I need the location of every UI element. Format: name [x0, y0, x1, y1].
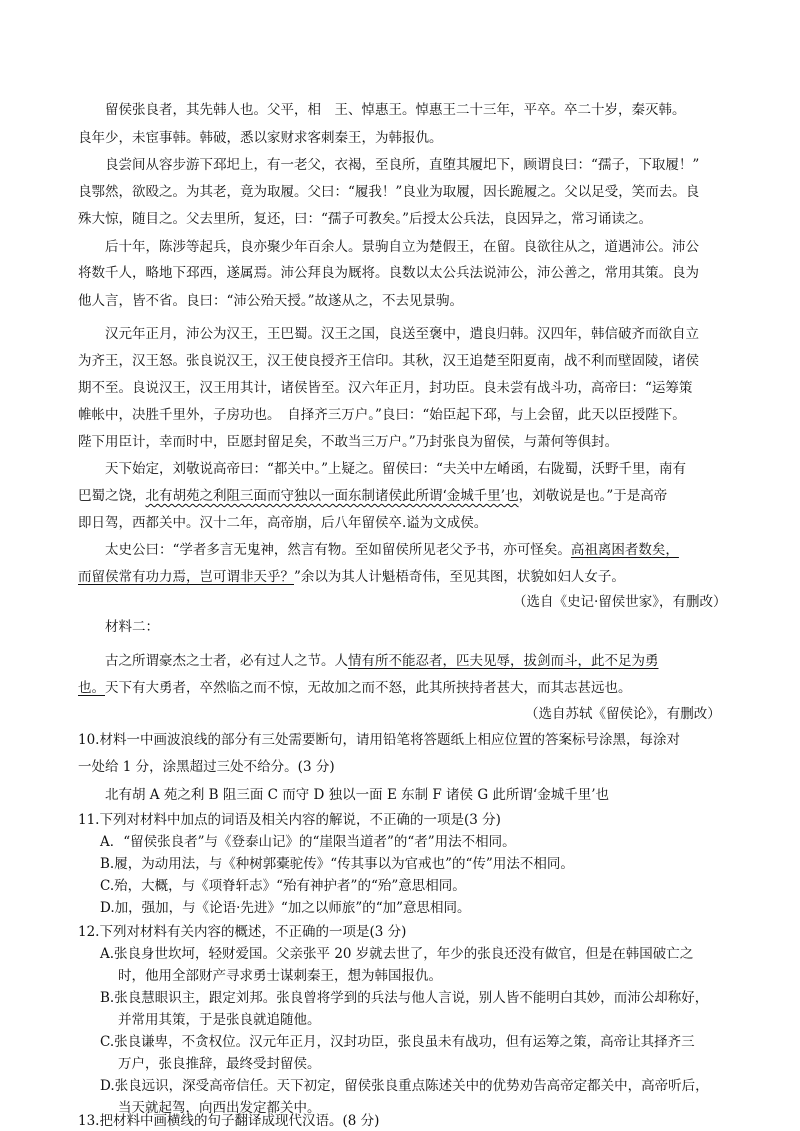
text-span: 太史公曰：“学者多言无鬼神，然言有物。至如留侯所见老父予书，亦可怪矣。: [105, 542, 571, 558]
text-span: 古之所谓豪杰之士者，必有过人之节。人: [105, 653, 348, 669]
option-a: A．“留侯张良者”与《登泰山记》的“崖限当道者”的“者”用法不相同。: [100, 834, 516, 850]
text-line: 为齐王，汉王怒。张良说汉王，汉王使良授齐王信印。其秋，汉王追楚至阳夏南，战不利而壁固陵，诸侯: [78, 353, 699, 369]
text-line: 留侯张良者，其先韩人也。父平，相 王、悼惠王。悼惠王二十三年，平卒。卒二十岁，秦灭韩。: [105, 102, 686, 118]
text-line: [105, 651, 659, 671]
text-line: 良鄂然，欲殴之。为其老，竟为取履。父曰：“履我！”良业为取履，因长跪履之。父以足受，笑而去。良: [78, 184, 700, 200]
option-b: B.张良慧眼识主，跟定刘邦。张良曾将学到的兵法与他人言说，别人皆不能明白其妙，而沛公却称好，: [100, 990, 709, 1006]
source-citation: （选自《史记·留侯世家》，有删改）: [513, 594, 727, 610]
question-stem: 一处给 1 分，涂黑超过三处不给分。(3 分): [78, 759, 335, 775]
option-b: B.履，为动用法，与《种树郭橐驼传》“传其事以为官戒也”的“传”用法不相同。: [100, 856, 574, 872]
text-line: 后十年，陈涉等起兵，良亦聚少年百余人。景驹自立为楚假王，在留。良欲往从之，道遇沛公。沛公: [105, 239, 699, 255]
option-c: C.殆，大概，与《项脊轩志》“殆有神护者”的“殆”意思相同。: [100, 878, 466, 894]
option-c: C.张良谦卑，不贪权位。汉元年正月，汉封功臣，张良虽未有战功，但有运筹之策，高帝让其择齐三: [100, 1034, 695, 1050]
text-line: 殊大惊，随目之。父去里所，复还，曰：“孺子可教矣。”后授太公兵法，良因异之，常习诵读之。: [78, 211, 653, 227]
text-line: 即日驾，西都关中。汉十二年，高帝崩，后八年留侯卒.谥为文成侯。: [78, 515, 488, 531]
text-line: 陛下用臣计，幸而时中，臣愿封留足矣，不敢当三万户。”乃封张良为留侯，与萧何等俱封。: [78, 434, 619, 450]
text-line: 天下始定，刘敬说高帝曰：“都关中。”上疑之。留侯曰：“夫关中左崤函，右陇蜀，沃野千里，南有: [105, 461, 686, 477]
option-a-cont: 时，他用全部财产寻求勇士谋刺秦王，想为韩国报仇。: [118, 968, 442, 984]
question-stem: 10.材料一中画波浪线的部分有三处需要断句，请用铅笔将答题纸上相应位置的答案标号涂黑，每涂对: [78, 732, 680, 748]
question-stem: 11.下列对材料中加点的词语及相关内容的解说，不正确的一项是(3 分): [78, 812, 501, 828]
text-span: ，刘敬说是也。”于是高帝: [518, 488, 668, 504]
section-heading: 材料二：: [105, 619, 159, 635]
text-span: 天下有大勇者，卒然临之而不惊，无故加之而不怒，此其所挟持者甚大，而其志甚远也。: [105, 680, 632, 696]
option-d: D.张良远识，深受高帝信任。天下初定，留侯张良重点陈述关中的优势劝告高帝定都关中，高帝听后，: [100, 1078, 709, 1094]
text-line: [78, 486, 667, 506]
underlined-sentence: 而留侯常有功力焉，岂可谓非天乎？: [78, 569, 294, 585]
underlined-sentence: 也。: [78, 680, 105, 696]
text-line: 期不至。良说汉王，汉王用其计，诸侯皆至。汉六年正月，封功臣。良未尝有战斗功，高帝曰：“运筹策: [78, 380, 693, 396]
text-line: 良年少，未宦事韩。韩破，悉以家财求客刺秦王，为韩报仇。: [78, 130, 443, 146]
text-span: ”余以为其人计魁梧奇伟，至见其图，状貌如妇人女子。: [294, 569, 625, 585]
text-span: 巴蜀之饶，: [78, 488, 146, 504]
underlined-sentence: 情有所不能忍者，匹夫见辱，拔剑而斗，此不足为勇: [348, 653, 659, 669]
text-line: [78, 678, 632, 698]
option-a: A.张良身世坎坷，轻财爱国。父亲张平 20 岁就去世了，年少的张良还没有做官，但是在韩国破亡之: [100, 946, 694, 962]
text-line: 良尝间从容步游下邳圯上，有一老父，衣褐，至良所，直堕其履圯下，顾谓良曰：“孺子，下取履！”: [105, 157, 700, 173]
option-c-cont: 万户，张良推辞，最终受封留侯。: [118, 1056, 321, 1072]
option-b-cont: 并常用其策，于是张良就追随他。: [118, 1012, 321, 1028]
question-stem: 12.下列对材料有关内容的概述，不正确的一项是(3 分): [78, 924, 407, 940]
text-line: 将数千人，略地下邳西，遂属焉。沛公拜良为厩将。良数以太公兵法说沛公，沛公善之，常用其策。良为: [78, 265, 699, 281]
option-d-cont: 当天就起驾，向西出发定都关中。: [118, 1100, 321, 1116]
underlined-sentence: 高祖离困者数矣，: [570, 542, 679, 558]
text-line: 汉元年正月，沛公为汉王，王巴蜀。汉王之国，良送至褒中，遣良归韩。汉四年，韩信破齐而欲自立: [105, 326, 699, 342]
text-line: [105, 540, 679, 560]
text-line: 帷帐中，决胜千里外，子房功也。 自择齐三万户。”良曰：“始臣起下邳，与上会留，此天以臣授陛下。: [78, 407, 686, 423]
option-d: D.加，强加，与《论语·先进》“加之以师旅”的“加”意思相同。: [100, 900, 471, 916]
wavy-underlined-sentence: 北有胡苑之利阻三面而守独以一面东制诸侯此所谓‘金城千里’也: [145, 488, 519, 504]
source-citation: （选自苏轼《留侯论》，有删改）: [525, 706, 721, 722]
text-line: 他人言，皆不省。良曰：“沛公殆天授。”故遂从之，不去见景驹。: [78, 293, 464, 309]
question-13: 13.把材料中画横线的句子翻译成现代汉语。(8 分): [78, 1113, 380, 1129]
answer-marks-line: 北有胡 A 苑之利 B 阻三面 C 而守 D 独以一面 E 东制 F 诸侯 G 此所谓‘金城千里’也: [105, 787, 609, 803]
text-line: [78, 567, 625, 587]
